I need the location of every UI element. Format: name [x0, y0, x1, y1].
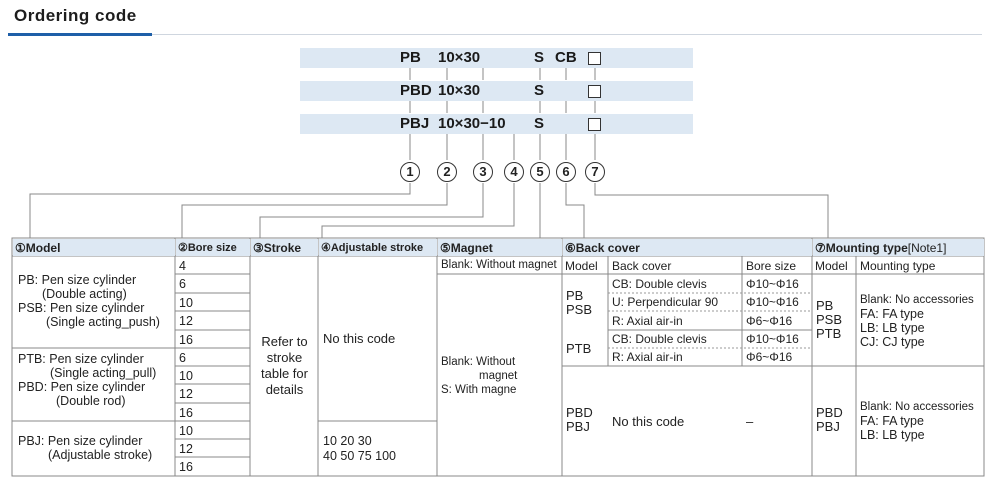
back-cover-models: [566, 289, 592, 317]
mounting-option: FA: FA type: [860, 414, 924, 428]
code-suffix: S: [534, 49, 545, 66]
stroke-line: details: [265, 382, 304, 397]
code-back-cover: CB: [555, 49, 577, 66]
bore-value: 12: [179, 387, 193, 401]
adjustable-values-1: 10 20 30: [323, 434, 372, 448]
bore-value: 6: [179, 277, 186, 291]
mounting-sub-model: Model: [815, 259, 848, 273]
mounting-sub-type: Mounting type: [860, 259, 936, 273]
model-line: (Single acting_push): [46, 315, 160, 329]
model-group-3: [18, 434, 178, 462]
bore-value: 16: [179, 460, 193, 474]
bore-value: 16: [179, 333, 193, 347]
code-suffix: S: [534, 82, 545, 99]
back-cover-bore: Φ10~Φ16: [746, 295, 799, 309]
header-bore-size: ②Bore size: [176, 239, 250, 256]
code-size: 10×30: [438, 82, 481, 99]
model-line: PSB: Pen size cylinder: [18, 301, 145, 315]
model-group-2: [18, 352, 178, 408]
model-line: PB: Pen size cylinder: [18, 273, 137, 287]
model-line: (Single acting_pull): [50, 366, 157, 380]
model-code: PSB: [566, 302, 593, 317]
header-mounting-type: [813, 239, 984, 256]
model-line: (Double rod): [56, 394, 126, 408]
magnet-line: S: With magne: [441, 384, 517, 396]
model-line: PTB: Pen size cylinder: [18, 352, 144, 366]
back-cover-sub-cover: Back cover: [612, 259, 672, 273]
back-cover-bore: Φ6~Φ16: [746, 314, 793, 328]
mounting-option: LB: LB type: [860, 428, 925, 442]
mounting-types: [860, 293, 974, 349]
back-cover-bore: Φ6~Φ16: [746, 350, 793, 364]
header-model: ①Model: [13, 239, 175, 256]
mounting-option: Blank: No accessories: [860, 401, 974, 413]
model-code: PSB: [816, 312, 843, 327]
magnet-line: Blank: Without: [441, 356, 516, 368]
header-back-cover: ⑥Back cover: [563, 239, 812, 256]
marker-3: 3: [473, 162, 493, 182]
marker-7: 7: [585, 162, 605, 182]
code-model: PBD: [400, 82, 432, 99]
model-code: PBJ: [816, 419, 840, 434]
magnet-options: [441, 355, 561, 397]
bore-value: 10: [179, 369, 193, 383]
bore-value: 4: [179, 259, 186, 273]
model-code: PBD: [566, 405, 593, 420]
model-code: PBD: [816, 405, 843, 420]
mounting-option: FA: FA type: [860, 307, 924, 321]
model-code: PB: [816, 298, 834, 313]
marker-4: 4: [504, 162, 524, 182]
model-line: (Double acting): [42, 287, 127, 301]
back-cover-sub-model: Model: [565, 259, 598, 273]
marker-2: 2: [437, 162, 457, 182]
header-mounting-label: ⑦Mounting type: [815, 241, 908, 255]
bore-value: 12: [179, 314, 193, 328]
header-adjustable-stroke: ④Adjustable stroke: [319, 239, 437, 256]
mounting-option: CJ: CJ type: [860, 335, 925, 349]
marker-6: 6: [556, 162, 576, 182]
model-line: PBJ: Pen size cylinder: [18, 434, 143, 448]
stroke-line: table for: [261, 366, 308, 381]
back-cover-bore: Φ10~Φ16: [746, 332, 799, 346]
header-magnet: ⑤Magnet: [438, 239, 562, 256]
back-cover-option: U: Perpendicular 90: [612, 295, 719, 309]
bore-value: 10: [179, 424, 193, 438]
bore-value: 12: [179, 442, 193, 456]
code-model: PB: [400, 49, 421, 66]
bore-value: 16: [179, 406, 193, 420]
bore-value: 6: [179, 351, 186, 365]
back-cover-option: R: Axial air-in: [612, 314, 683, 328]
marker-1: 1: [400, 162, 420, 182]
model-code: PTB: [816, 326, 842, 341]
mounting-types: [860, 400, 974, 442]
back-cover-bore: Φ10~Φ16: [746, 277, 799, 291]
page-title: Ordering code: [14, 6, 137, 25]
adjustable-values-2: 40 50 75 100: [323, 449, 396, 463]
header-stroke: ③Stroke: [251, 239, 318, 256]
model-line: PBD: Pen size cylinder: [18, 380, 146, 394]
code-size: 10×30−10: [438, 115, 506, 132]
code-size: 10×30: [438, 49, 481, 66]
marker-5: 5: [530, 162, 550, 182]
back-cover-option: CB: Double clevis: [612, 277, 707, 291]
model-group-1: [18, 273, 178, 329]
mounting-models: [816, 406, 843, 434]
back-cover-sub-bore: Bore size: [746, 259, 797, 273]
stroke-line: Refer to: [261, 334, 308, 349]
code-suffix: S: [534, 115, 545, 132]
model-line: (Adjustable stroke): [48, 448, 153, 462]
code-model: PBJ: [400, 115, 430, 132]
model-code: PTB: [566, 341, 592, 356]
back-cover-option: R: Axial air-in: [612, 350, 683, 364]
bore-value: 10: [179, 296, 193, 310]
mounting-option: Blank: No accessories: [860, 294, 974, 306]
back-cover-option: CB: Double clevis: [612, 332, 707, 346]
model-code: PB: [566, 288, 584, 303]
magnet-blank: Blank: Without magnet: [441, 259, 557, 271]
mounting-option: LB: LB type: [860, 321, 925, 335]
stroke-line: stroke: [266, 350, 303, 365]
stroke-note: [251, 334, 318, 398]
magnet-line: magnet: [479, 370, 518, 382]
back-cover-models-none: [566, 406, 593, 434]
back-cover-dash: –: [746, 414, 754, 429]
back-cover-none: No this code: [612, 414, 685, 429]
model-code: PBJ: [566, 419, 590, 434]
adjustable-none: No this code: [323, 331, 396, 346]
mounting-models: [816, 299, 842, 341]
header-mounting-note: [Note1]: [907, 241, 947, 255]
